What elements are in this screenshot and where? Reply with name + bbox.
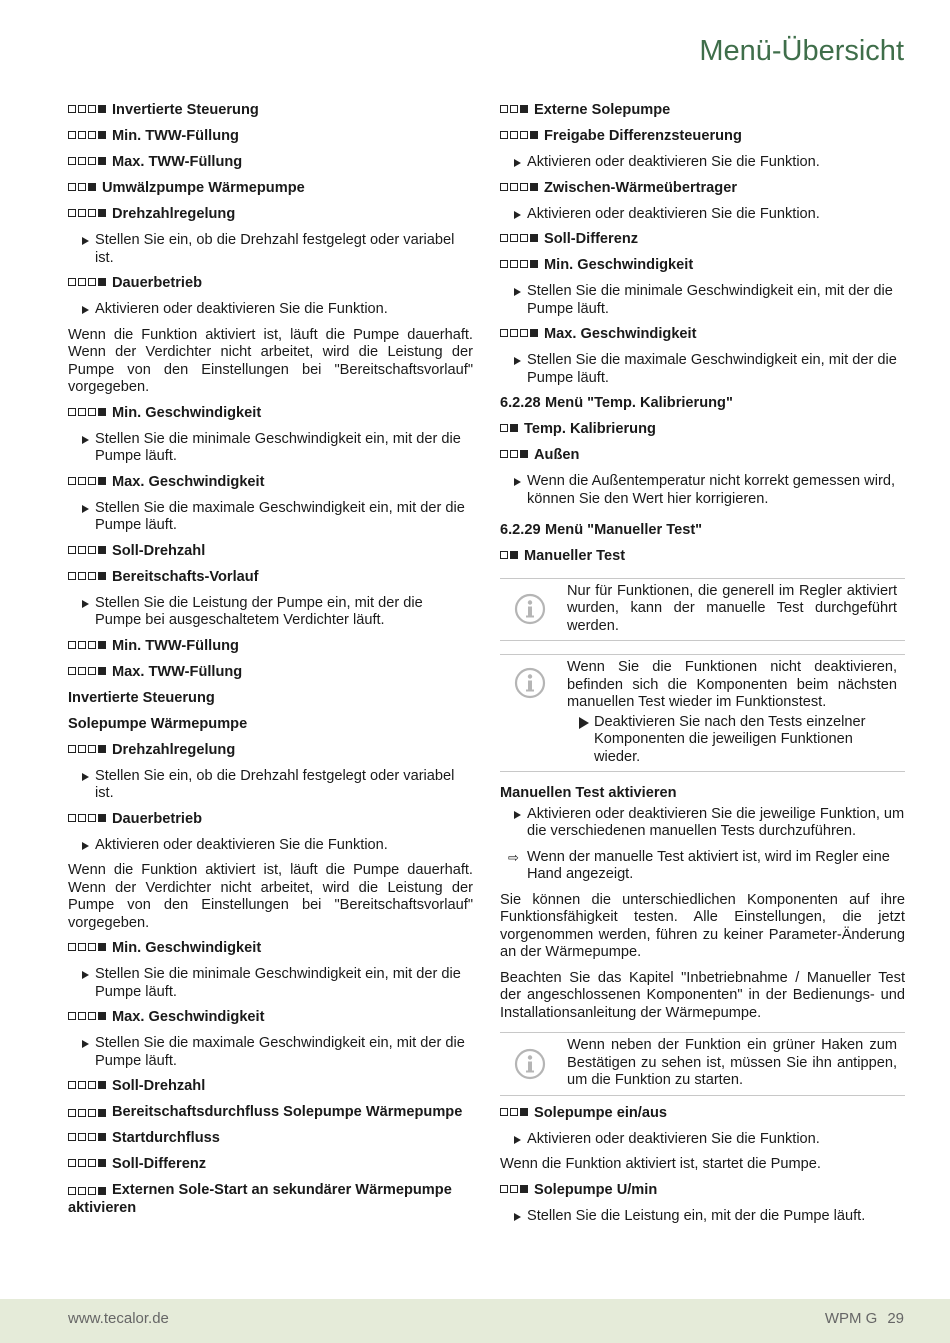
right-column bbox=[500, 102, 905, 1233]
heading-text: Solepumpe ein/aus bbox=[534, 1104, 667, 1121]
instruction-step: Aktivieren oder deaktivieren Sie die Funktion. bbox=[500, 1131, 905, 1149]
menu-heading bbox=[68, 569, 473, 587]
instruction-step: Stellen Sie die maximale Geschwindigkeit ein, mit der die Pumpe läuft. bbox=[68, 1035, 473, 1070]
menu-level-marker bbox=[68, 477, 106, 485]
menu-level-marker bbox=[68, 546, 106, 554]
menu-heading bbox=[500, 1105, 905, 1123]
menu-level-marker bbox=[68, 183, 96, 191]
paragraph: Wenn die Funktion aktiviert ist, läuft die Pumpe dauerhaft. Wenn der Verdichter nicht arbeitet, wird die Leistung der Pumpe von den Einstellungen bei "Bereitschaftsvorlauf" vorgegeben. bbox=[68, 862, 473, 931]
menu-level-marker bbox=[68, 943, 106, 951]
heading-text: Min. Geschwindigkeit bbox=[544, 257, 694, 273]
menu-heading bbox=[500, 447, 905, 465]
instruction-step: Stellen Sie die minimale Geschwindigkeit ein, mit der die Pumpe läuft. bbox=[500, 283, 905, 318]
section-heading bbox=[500, 395, 905, 413]
menu-heading bbox=[68, 180, 473, 198]
heading-text: Min. TWW-Füllung bbox=[112, 637, 239, 654]
menu-heading bbox=[68, 1104, 473, 1122]
menu-level-marker bbox=[68, 278, 106, 286]
result-text: Wenn der manuelle Test aktiviert ist, wird im Regler eine Hand angezeigt. bbox=[527, 848, 890, 882]
menu-heading bbox=[68, 128, 473, 146]
instruction-step: Stellen Sie die Leistung ein, mit der die Pumpe läuft. bbox=[500, 1208, 905, 1226]
instruction-step: Wenn die Außentemperatur nicht korrekt gemessen wird, können Sie den Wert hier korrigieren. bbox=[500, 473, 905, 508]
instruction-step: Stellen Sie die minimale Geschwindigkeit ein, mit der die Pumpe läuft. bbox=[68, 966, 473, 1001]
heading-text: Freigabe Differenzsteuerung bbox=[544, 128, 742, 144]
menu-level-marker bbox=[68, 745, 106, 753]
menu-level-marker bbox=[500, 424, 518, 432]
menu-level-marker bbox=[68, 408, 106, 416]
paragraph: Wenn die Funktion aktiviert ist, läuft die Pumpe dauerhaft. Wenn der Verdichter nicht arbeitet, wird die Leistung der Pumpe von den Einstellungen bei "Bereitschaftsvorlauf" vorgegeben. bbox=[68, 326, 473, 395]
menu-heading bbox=[68, 742, 473, 760]
heading-text: Startdurchfluss bbox=[112, 1130, 220, 1146]
heading-text: Bereitschafts-Vorlauf bbox=[112, 568, 259, 585]
info-icon bbox=[514, 1048, 546, 1080]
heading-text: Soll-Drehzahl bbox=[112, 1078, 206, 1094]
heading-text: Soll-Differenz bbox=[544, 231, 639, 247]
note-instruction: Deaktivieren Sie nach den Tests einzelner Komponenten die jeweiligen Funktionen wieder. bbox=[567, 714, 897, 767]
instruction-step: Aktivieren oder deaktivieren Sie die Funktion. bbox=[500, 206, 905, 224]
heading-text: Invertierte Steuerung bbox=[112, 102, 259, 118]
menu-heading bbox=[68, 474, 473, 492]
info-icon bbox=[514, 667, 546, 699]
page-title: Menü-Übersicht bbox=[699, 35, 904, 67]
footer-url: www.tecalor.de bbox=[68, 1310, 169, 1327]
heading-text: Manueller Test bbox=[524, 548, 626, 564]
menu-heading bbox=[68, 664, 473, 682]
menu-level-marker bbox=[68, 1081, 106, 1089]
heading-text: Max. Geschwindigkeit bbox=[112, 473, 265, 490]
menu-heading bbox=[500, 102, 905, 120]
menu-level-marker bbox=[68, 105, 106, 113]
heading-text: Externen Sole-Start an sekundärer Wärmepumpe aktivieren bbox=[68, 1182, 452, 1216]
menu-heading bbox=[500, 548, 905, 566]
section-heading bbox=[500, 522, 905, 540]
heading-text: Dauerbetrieb bbox=[112, 810, 203, 827]
note-text: Wenn neben der Funktion ein grüner Haken zum Bestätigen zu sehen ist, müssen Sie ihn antippen, um die Funktion zu starten. bbox=[567, 1037, 897, 1088]
menu-level-marker bbox=[500, 1108, 528, 1116]
menu-heading bbox=[68, 275, 473, 293]
paragraph: Sie können die unterschiedlichen Komponenten auf ihre Funktionsfähigkeit testen. Alle Einstellungen, die jetzt vorgenommen werden, führen zu keiner Parameter-Änderung an der Wärmepumpe. bbox=[500, 891, 905, 960]
menu-level-marker bbox=[68, 814, 106, 822]
menu-heading bbox=[500, 231, 905, 249]
paragraph: Wenn die Funktion aktiviert ist, startet die Pumpe. bbox=[500, 1156, 821, 1172]
page-number: 29 bbox=[887, 1310, 904, 1327]
instruction-step: Stellen Sie ein, ob die Drehzahl festgelegt oder variabel ist. bbox=[68, 232, 473, 267]
heading-text: Zwischen-Wärmeübertrager bbox=[544, 179, 738, 196]
section-number: 6.2.29 bbox=[500, 522, 541, 538]
menu-heading bbox=[500, 1182, 905, 1200]
heading-text: Min. TWW-Füllung bbox=[112, 128, 239, 144]
left-column bbox=[68, 102, 473, 1226]
note-text: Nur für Funktionen, die generell im Regler aktiviert wurden, kann der manuelle Test durchgeführt werden. bbox=[567, 582, 897, 634]
heading-text: Außen bbox=[534, 447, 580, 463]
menu-heading bbox=[500, 421, 905, 439]
menu-level-marker bbox=[500, 260, 538, 268]
info-note bbox=[500, 578, 905, 642]
menu-level-marker bbox=[68, 641, 106, 649]
section-title: Menü "Manueller Test" bbox=[545, 522, 703, 538]
menu-level-marker bbox=[68, 572, 106, 580]
menu-heading bbox=[68, 154, 473, 172]
paragraph: Beachten Sie das Kapitel "Inbetriebnahme / Manueller Test der angeschlossenen Komponenten" in der Bedienungs- und Installationsanleitung der Wärmepumpe. bbox=[500, 969, 905, 1021]
instruction-step: Stellen Sie die Leistung der Pumpe ein, mit der die Pumpe bei ausgeschaltetem Verdichter läuft. bbox=[68, 595, 473, 630]
menu-level-marker bbox=[500, 105, 528, 113]
heading-text: Bereitschaftsdurchfluss Solepumpe Wärmepumpe bbox=[112, 1104, 463, 1120]
heading-text: Max. TWW-Füllung bbox=[112, 663, 243, 680]
instruction-step: Stellen Sie die maximale Geschwindigkeit ein, mit der die Pumpe läuft. bbox=[500, 352, 905, 387]
menu-heading bbox=[500, 180, 905, 198]
menu-level-marker bbox=[500, 329, 538, 337]
menu-level-marker bbox=[68, 209, 106, 217]
menu-level-marker bbox=[68, 157, 106, 165]
instruction-step: Aktivieren oder deaktivieren Sie die Funktion. bbox=[68, 837, 473, 855]
heading-text: Soll-Drehzahl bbox=[112, 542, 206, 559]
menu-level-marker bbox=[68, 1109, 106, 1117]
heading-text: Solepumpe U/min bbox=[534, 1181, 658, 1198]
footer-page-info bbox=[825, 1310, 904, 1328]
menu-heading bbox=[68, 1078, 473, 1096]
instruction-step: Aktivieren oder deaktivieren Sie die jeweilige Funktion, um die verschiedenen manuellen Tests durchzuführen. bbox=[500, 806, 905, 841]
menu-heading bbox=[68, 1182, 473, 1217]
menu-level-marker bbox=[68, 1133, 106, 1141]
menu-heading bbox=[500, 257, 905, 275]
menu-level-marker bbox=[68, 1012, 106, 1020]
menu-level-marker bbox=[500, 551, 518, 559]
heading-text: Min. Geschwindigkeit bbox=[112, 404, 262, 421]
menu-level-marker bbox=[68, 1187, 106, 1195]
menu-level-marker bbox=[500, 234, 538, 242]
menu-heading bbox=[68, 811, 473, 829]
menu-heading bbox=[68, 1009, 473, 1027]
info-note bbox=[500, 1032, 905, 1096]
note-text: Wenn Sie die Funktionen nicht deaktivieren, befinden sich die Komponenten beim nächsten manuellen Test wieder im Funktionstest. bbox=[567, 659, 897, 710]
menu-level-marker bbox=[68, 667, 106, 675]
result-arrow-icon: ⇨ bbox=[508, 849, 519, 865]
heading-text: Drehzahlregelung bbox=[112, 206, 236, 222]
menu-heading bbox=[68, 1156, 473, 1174]
instruction-step: Stellen Sie die minimale Geschwindigkeit ein, mit der die Pumpe läuft. bbox=[68, 431, 473, 466]
menu-heading bbox=[68, 638, 473, 656]
footer-doc-name: WPM G bbox=[824, 1310, 878, 1327]
heading-text: Drehzahlregelung bbox=[112, 741, 236, 758]
subheading: Manuellen Test aktivieren bbox=[500, 785, 677, 801]
menu-level-marker bbox=[68, 1159, 106, 1167]
heading-text: Max. Geschwindigkeit bbox=[544, 326, 697, 342]
menu-level-marker bbox=[500, 450, 528, 458]
menu-level-marker bbox=[500, 183, 538, 191]
instruction-step: Stellen Sie die maximale Geschwindigkeit ein, mit der die Pumpe läuft. bbox=[68, 500, 473, 535]
menu-level-marker bbox=[68, 131, 106, 139]
menu-heading bbox=[68, 102, 473, 120]
heading-text: Externe Solepumpe bbox=[534, 102, 671, 118]
subheading: Invertierte Steuerung bbox=[68, 689, 215, 706]
heading-text: Min. Geschwindigkeit bbox=[112, 940, 262, 956]
heading-text: Soll-Differenz bbox=[112, 1156, 207, 1172]
menu-heading bbox=[500, 128, 905, 146]
info-icon bbox=[514, 593, 546, 625]
heading-text: Max. Geschwindigkeit bbox=[112, 1009, 265, 1025]
menu-heading bbox=[68, 543, 473, 561]
menu-heading bbox=[500, 326, 905, 344]
heading-text: Max. TWW-Füllung bbox=[112, 154, 243, 170]
info-note bbox=[500, 654, 905, 772]
instruction-step: Stellen Sie ein, ob die Drehzahl festgelegt oder variabel ist. bbox=[68, 768, 473, 803]
menu-level-marker bbox=[500, 1185, 528, 1193]
instruction-step: Aktivieren oder deaktivieren Sie die Funktion. bbox=[500, 154, 905, 172]
instruction-step: Aktivieren oder deaktivieren Sie die Funktion. bbox=[68, 301, 473, 319]
result-step bbox=[500, 849, 905, 884]
heading-text: Umwälzpumpe Wärmepumpe bbox=[102, 180, 305, 196]
menu-heading bbox=[68, 405, 473, 423]
heading-text: Temp. Kalibrierung bbox=[524, 421, 656, 437]
menu-level-marker bbox=[500, 131, 538, 139]
section-title: Menü "Temp. Kalibrierung" bbox=[545, 395, 733, 411]
subheading: Solepumpe Wärmepumpe bbox=[68, 715, 248, 732]
menu-heading bbox=[68, 1130, 473, 1148]
section-number: 6.2.28 bbox=[500, 395, 541, 411]
heading-text: Dauerbetrieb bbox=[112, 275, 203, 291]
page-footer bbox=[0, 1299, 950, 1343]
menu-heading bbox=[68, 940, 473, 958]
menu-heading bbox=[68, 206, 473, 224]
